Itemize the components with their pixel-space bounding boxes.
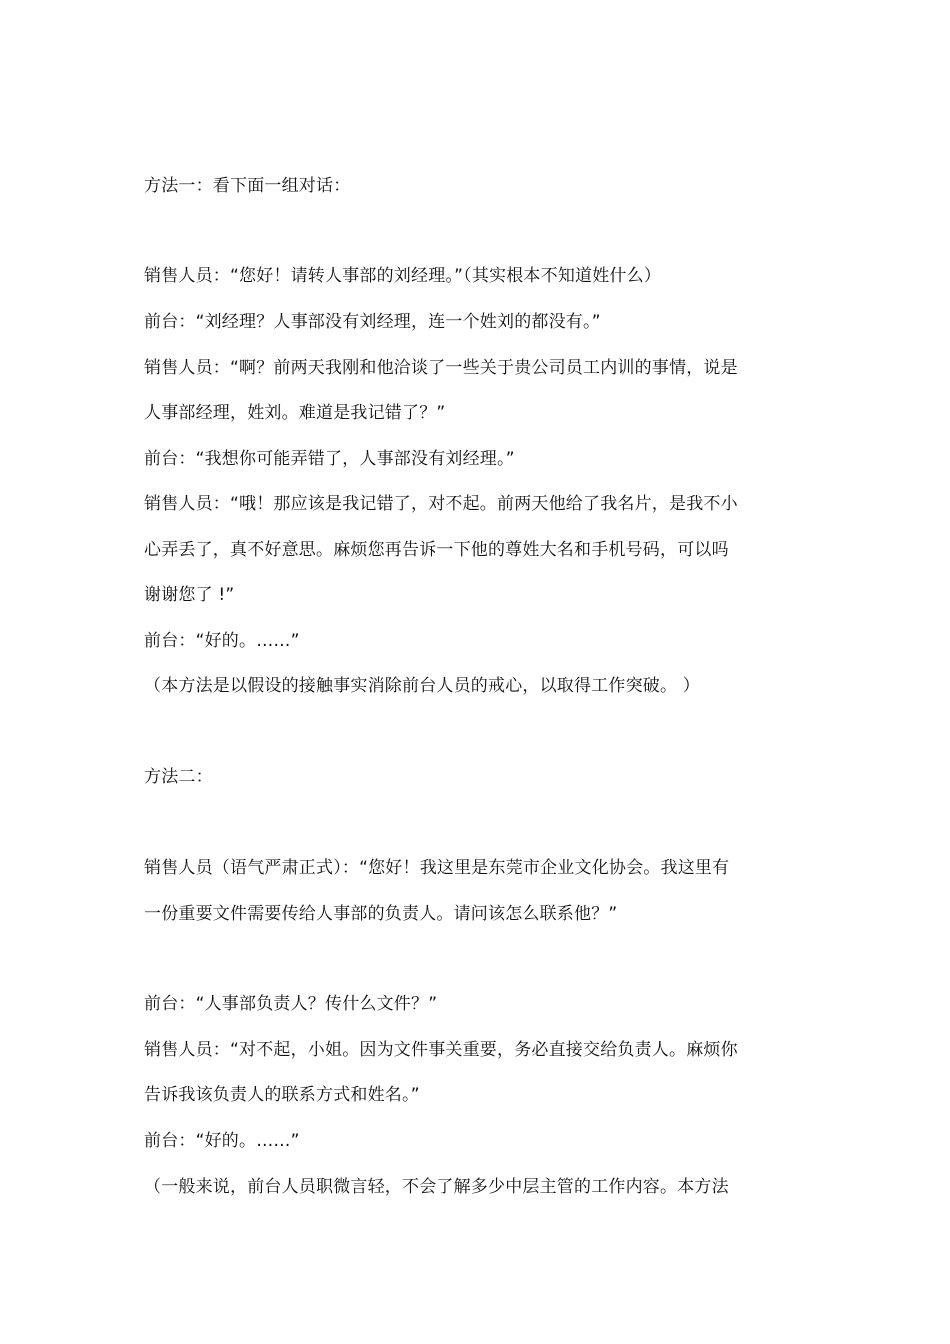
dialogue-line: 销售人员：“您好！请转人事部的刘经理。”（其实根本不知道姓什么）	[144, 266, 662, 286]
dialogue-line: 前台：“好的。……”	[144, 1131, 300, 1151]
dialogue-line: 前台：“刘经理？人事部没有刘经理，连一个姓刘的都没有。”	[144, 312, 601, 332]
dialogue-line: 谢谢您了 !”	[144, 585, 235, 605]
dialogue-line: 销售人员（语气严肃正式）：“您好！我这里是东莞市企业文化协会。我这里有	[144, 858, 730, 878]
dialogue-line: 人事部经理，姓刘。难道是我记错了？”	[144, 403, 446, 423]
method-one-heading: 方法一：看下面一组对话：	[144, 176, 351, 196]
dialogue-line: 销售人员：“哦！那应该是我记错了，对不起。前两天他给了我名片，是我不小	[144, 494, 738, 514]
dialogue-line: 心弄丢了，真不好意思。麻烦您再告诉一下他的尊姓大名和手机号码，可以吗	[144, 540, 729, 560]
method-note: （本方法是以假设的接触事实消除前台人员的戒心，以取得工作突破。 ）	[144, 676, 701, 696]
dialogue-line: 前台：“我想你可能弄错了，人事部没有刘经理。”	[144, 449, 515, 469]
dialogue-line: 前台：“好的。……”	[144, 631, 300, 651]
method-note: （一般来说，前台人员职微言轻，不会了解多少中层主管的工作内容。本方法	[144, 1177, 729, 1197]
dialogue-line: 销售人员：“啊？前两天我刚和他洽谈了一些关于贵公司员工内训的事情，说是	[144, 358, 738, 378]
method-two-heading: 方法二：	[144, 767, 213, 787]
dialogue-line: 前台：“人事部负责人？传什么文件？”	[144, 994, 438, 1014]
dialogue-line: 销售人员：“对不起，小姐。因为文件事关重要，务必直接交给负责人。麻烦你	[144, 1040, 738, 1060]
dialogue-line: 告诉我该负责人的联系方式和姓名。”	[144, 1085, 420, 1105]
dialogue-line: 一份重要文件需要传给人事部的负责人。请问该怎么联系他？”	[144, 904, 618, 924]
